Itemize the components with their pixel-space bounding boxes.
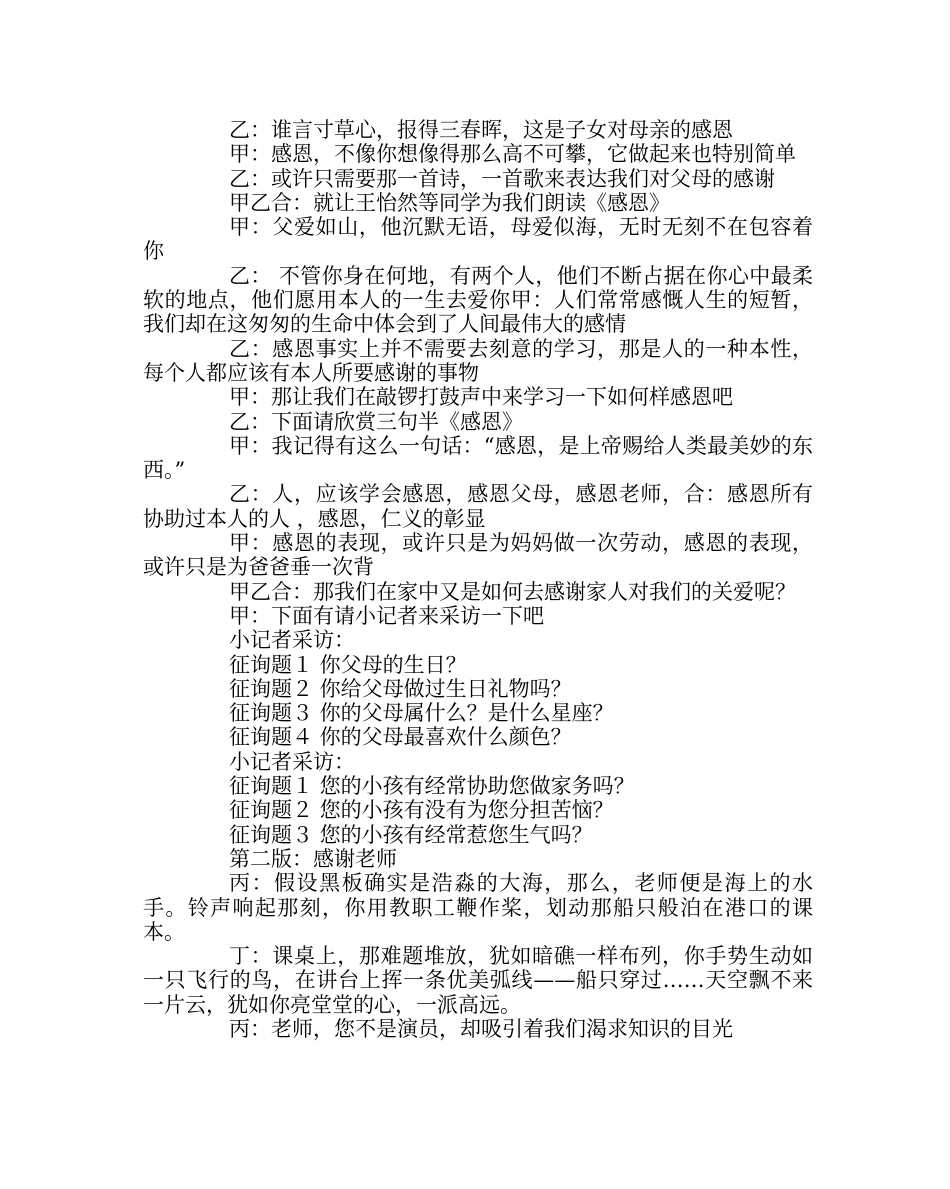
paragraph: 甲乙合：就让王怡然等同学为我们朗读《感恩》	[229, 190, 670, 215]
document-body	[143, 118, 813, 1041]
paragraph: 乙：谁言寸草心，报得三春晖，这是子女对母亲的感恩	[229, 118, 733, 142]
paragraph: 丙：假设黑板确实是浩淼的大海，那么，老师便是海上的水手。铃声响起那刻，你用教职工鞭作桨，划动那船只般泊在港口的课本。	[143, 871, 813, 944]
paragraph: 征询题３ 你的父母属什么？是什么星座？	[229, 701, 614, 726]
paragraph: 乙：或许只需要那一首诗，一首歌来表达我们对父母的感谢	[229, 166, 775, 191]
section-heading: 第二版：感谢老师	[229, 846, 397, 871]
paragraph: 小记者采访：	[229, 749, 355, 774]
paragraph: 征询题１ 你父母的生日？	[229, 652, 467, 677]
paragraph: 小记者采访：	[229, 628, 355, 653]
paragraph: 征询题４ 你的父母最喜欢什么颜色？	[229, 725, 572, 750]
paragraph: 丙：老师，您不是演员，却吸引着我们渴求知识的目光	[229, 1016, 733, 1041]
paragraph: 乙：人，应该学会感恩，感恩父母，感恩老师，合：感恩所有协助过本人的人 ，感恩，仁义的彰显	[143, 482, 813, 531]
paragraph: 征询题２ 您的小孩有没有为您分担苦恼？	[229, 798, 614, 823]
paragraph: 丁：课桌上，那难题堆放，犹如暗礁一样布列，你手势生动如一只飞行的鸟，在讲台上挥一条优美弧线——船只穿过……天空飘不来一片云，犹如你亮堂堂的心，一派高远。	[143, 944, 813, 1017]
paragraph: 甲乙合：那我们在家中又是如何去感谢家人对我们的关爱呢？	[229, 579, 796, 604]
paragraph: 征询题３ 您的小孩有经常惹您生气吗？	[229, 822, 593, 847]
paragraph: 乙：下面请欣赏三句半《感恩》	[229, 409, 523, 434]
paragraph: 甲：感恩的表现，或许只是为妈妈做一次劳动，感恩的表现，或许只是为爸爸垂一次背	[143, 531, 813, 580]
paragraph: 甲：那让我们在敲锣打鼓声中来学习一下如何样感恩吧	[229, 385, 733, 410]
paragraph: 征询题１ 您的小孩有经常协助您做家务吗？	[229, 774, 635, 799]
paragraph: 甲：感恩，不像你想像得那么高不可攀，它做起来也特别简单	[229, 142, 796, 167]
paragraph: 甲：父爱如山，他沉默无语，母爱似海，无时无刻不在包容着你	[143, 215, 813, 264]
paragraph: 甲：下面有请小记者来采访一下吧	[229, 603, 544, 628]
paragraph: 乙：感恩事实上并不需要去刻意的学习，那是人的一种本性，每个人都应该有本人所要感谢的事物	[143, 336, 813, 385]
paragraph: 乙： 不管你身在何地，有两个人，他们不断占据在你心中最柔软的地点，他们愿用本人的一生去爱你甲：人们常常感慨人生的短暂，我们却在这匆匆的生命中体会到了人间最伟大的感情	[143, 263, 813, 337]
paragraph: 征询题２ 你给父母做过生日礼物吗？	[229, 676, 572, 701]
paragraph: 甲：我记得有这么一句话：“感恩，是上帝赐给人类最美妙的东西。”	[143, 433, 813, 483]
